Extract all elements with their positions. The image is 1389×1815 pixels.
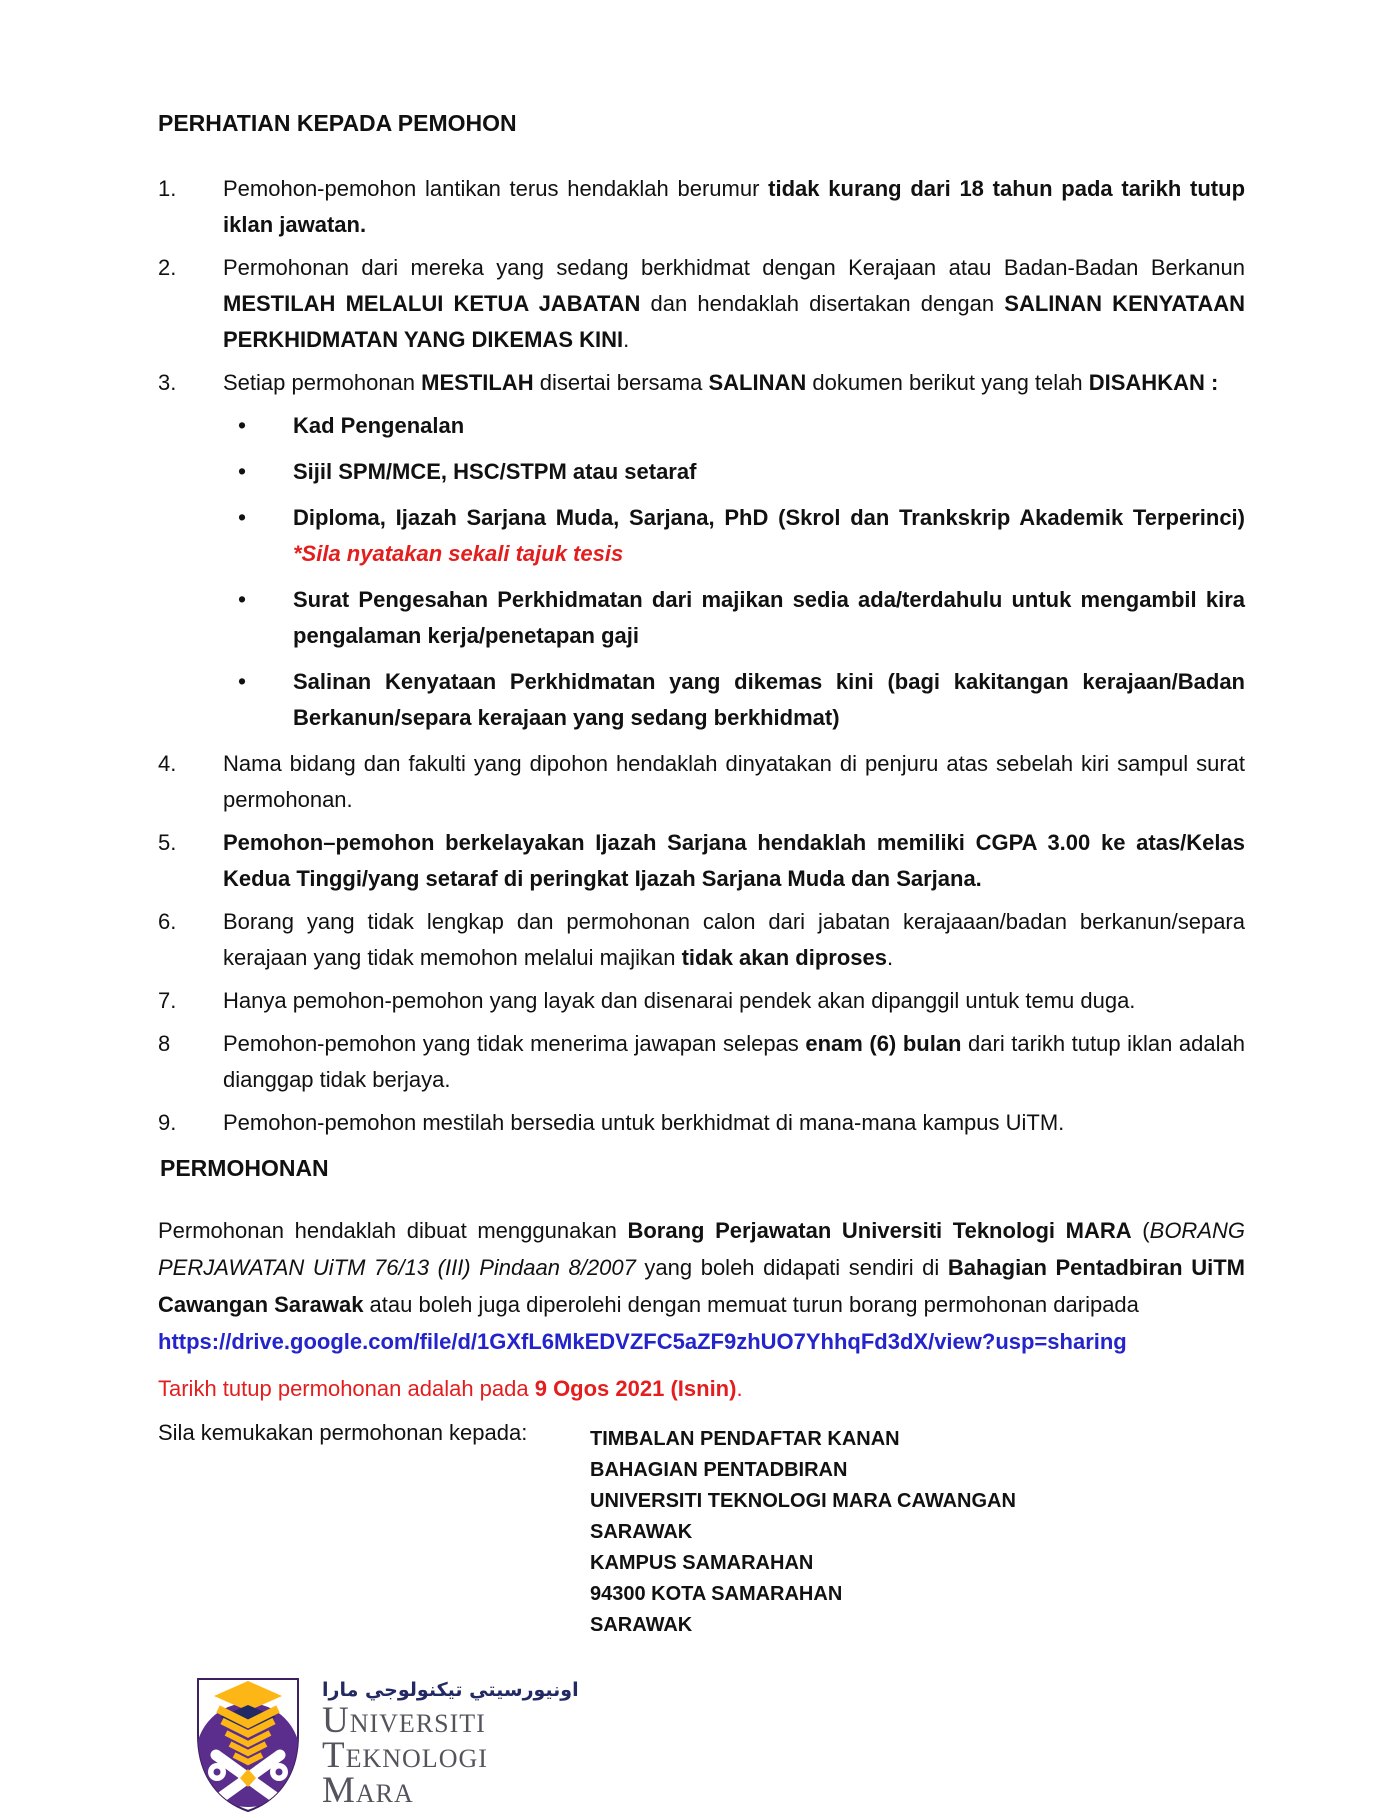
text-run: *Sila nyatakan sekali tajuk tesis (293, 541, 624, 566)
item-number: 7. (158, 988, 177, 1013)
bullet-glyph: • (238, 412, 247, 438)
address-block (590, 1418, 1016, 1641)
text-run: MESTILAH (421, 370, 534, 395)
item-text (223, 255, 1245, 352)
address-line: 94300 KOTA SAMARAHAN (590, 1583, 843, 1605)
item-text (293, 669, 1245, 730)
item-number: 6. (158, 909, 177, 934)
item-number: 5. (158, 830, 177, 855)
item-text (223, 1110, 1064, 1135)
text-run: . (623, 327, 630, 352)
numbered-item (158, 171, 1245, 243)
item-text (223, 176, 1245, 237)
notice-list (158, 171, 1245, 1141)
text-run: disertai bersama (533, 370, 709, 395)
numbered-item (158, 250, 1245, 358)
bullet-item (158, 408, 1245, 444)
text-run: BORANG PERJAWATAN UiTM 76/13 (III) Pindaan 8/2007 (158, 1218, 1245, 1280)
item-text (293, 459, 696, 484)
text-run: atau boleh juga diperolehi dengan memuat turun borang permohonan daripada (363, 1292, 1139, 1317)
bullet-glyph: • (238, 668, 247, 694)
numbered-item (158, 746, 1245, 818)
download-link-line (158, 1323, 1245, 1360)
item-text (223, 1031, 1245, 1092)
text-run: dari tarikh tutup iklan adalah dianggap tidak berjaya. (223, 1031, 1245, 1092)
text-run: ( (1131, 1218, 1150, 1243)
text-run: dan hendaklah disertakan dengan (640, 291, 1005, 316)
text-run: Setiap permohonan (223, 370, 422, 395)
item-text (293, 587, 1245, 648)
page-title: PERHATIAN KEPADA PEMOHON (158, 110, 517, 136)
uitm-word-universiti: Universiti (322, 1700, 486, 1741)
application-paragraph (158, 1212, 1245, 1323)
text-run: tidak akan diproses (681, 945, 887, 970)
bullet-item (158, 500, 1245, 572)
bullet-item (158, 454, 1245, 490)
item-text (293, 413, 464, 438)
address-line: UNIVERSITI TEKNOLOGI MARA CAWANGAN (590, 1490, 1016, 1512)
text-run: SALINAN KENYATAAN PERKHIDMATAN YANG DIKEMAS KINI (223, 291, 1246, 352)
text-run: . (887, 945, 894, 970)
bullet-item (158, 582, 1245, 654)
section-heading-permohonan: PERMOHONAN (160, 1155, 329, 1181)
text-run: 9 Ogos 2021 (Isnin) (534, 1376, 737, 1401)
text-run: MESTILAH MELALUI KETUA JABATAN (223, 291, 641, 316)
uitm-word-mara: Mara (322, 1770, 414, 1811)
item-number: 1. (158, 176, 177, 201)
uitm-logo-text (322, 1675, 579, 1811)
text-run: Borang Perjawatan Universiti Teknologi MARA (627, 1218, 1132, 1243)
text-run: Borang yang tidak lengkap dan permohonan calon dari jabatan kerajaaan/badan berkanun/separa kerajaan yang tidak memohon melalui majikan (223, 909, 1245, 970)
drive-link[interactable]: https://drive.google.com/file/d/1GXfL6MkEDVZFC5aZF9zhUO7YhhqFd3dX/view?usp=sharing (158, 1329, 1127, 1354)
uitm-jawi-calligraphy: اونيورسيتي تيكنولوجي مارا (322, 1679, 579, 1701)
address-line: BAHAGIAN PENTADBIRAN (590, 1459, 848, 1481)
closing-date-line (158, 1374, 1245, 1404)
text-run: Diploma, Ijazah Sarjana Muda, Sarjana, PhD (Skrol dan Trankskrip Akademik Terperinci) (293, 505, 1245, 530)
uitm-logo (192, 1675, 1245, 1815)
text-run: Kad Pengenalan (293, 413, 465, 438)
text-run: Hanya pemohon-pemohon yang layak dan disenarai pendek akan dipanggil untuk temu duga. (223, 988, 1136, 1013)
text-run: DISAHKAN : (1088, 370, 1219, 395)
item-text (223, 830, 1245, 891)
address-line: TIMBALAN PENDAFTAR KANAN (590, 1428, 900, 1450)
bullet-item (158, 664, 1245, 736)
text-run: Pemohon-pemohon yang tidak menerima jawapan selepas (223, 1031, 806, 1056)
item-number: 9. (158, 1110, 177, 1135)
item-text (293, 505, 1245, 566)
text-run: Surat Pengesahan Perkhidmatan dari majikan sedia ada/terdahulu untuk mengambil kira pengalaman kerja/penetapan gaji (293, 587, 1245, 648)
text-run: . (736, 1376, 743, 1401)
address-line: SARAWAK (590, 1521, 693, 1543)
numbered-item (158, 825, 1245, 897)
application-paragraph-text (158, 1218, 1245, 1317)
uitm-shield-icon (192, 1675, 304, 1815)
text-run: yang boleh didapati sendiri di (635, 1255, 948, 1280)
text-run: Pemohon–pemohon berkelayakan Ijazah Sarjana hendaklah memiliki CGPA 3.00 ke atas/Kelas Kedua Tinggi/yang setaraf di peringkat Ijazah Sarjana Muda dan Sarjana. (223, 830, 1245, 891)
text-run: Nama bidang dan fakulti yang dipohon hendaklah dinyatakan di penjuru atas sebelah kiri sampul surat permohonan. (223, 751, 1245, 812)
submit-to-label: Sila kemukakan permohonan kepada: (158, 1420, 528, 1445)
text-run: Permohonan hendaklah dibuat menggunakan (158, 1218, 628, 1243)
text-run: Sijil SPM/MCE, HSC/STPM atau setaraf (293, 459, 697, 484)
uitm-word-teknologi: Teknologi (322, 1735, 488, 1776)
bullet-glyph: • (238, 586, 247, 612)
text-run: SALINAN (708, 370, 807, 395)
text-run: Tarikh tutup permohonan adalah pada (158, 1376, 535, 1401)
text-run: Permohonan dari mereka yang sedang berkhidmat dengan Kerajaan atau Badan-Badan Berkanun (223, 255, 1245, 280)
address-line: SARAWAK (590, 1614, 693, 1636)
submission-block (158, 1418, 1245, 1641)
item-number: 8 (158, 1031, 171, 1056)
address-line: KAMPUS SAMARAHAN (590, 1552, 814, 1574)
text-run: tidak kurang dari 18 tahun pada tarikh tutup iklan jawatan. (223, 176, 1246, 237)
item-number: 4. (158, 751, 177, 776)
item-text (223, 751, 1245, 812)
item-number: 2. (158, 255, 177, 280)
item-number: 3. (158, 370, 177, 395)
text-run: Bahagian Pentadbiran UiTM Cawangan Sarawak (158, 1255, 1245, 1317)
item-text (223, 370, 1218, 395)
bullet-glyph: • (238, 504, 247, 530)
numbered-item (158, 983, 1245, 1019)
bullet-glyph: • (238, 458, 247, 484)
text-run: Pemohon-pemohon mestilah bersedia untuk berkhidmat di mana-mana kampus UiTM. (223, 1110, 1065, 1135)
numbered-item (158, 1026, 1245, 1098)
numbered-item (158, 904, 1245, 976)
item-text (223, 909, 1245, 970)
item-text (223, 988, 1135, 1013)
text-run: Pemohon-pemohon lantikan terus hendaklah berumur (223, 176, 769, 201)
text-run: enam (6) bulan (805, 1031, 962, 1056)
numbered-item (158, 365, 1245, 401)
text-run: dokumen berikut yang telah (806, 370, 1089, 395)
numbered-item (158, 1105, 1245, 1141)
text-run: Salinan Kenyataan Perkhidmatan yang dikemas kini (bagi kakitangan kerajaan/Badan Berkanun/separa kerajaan yang sedang berkhidmat) (293, 669, 1245, 730)
